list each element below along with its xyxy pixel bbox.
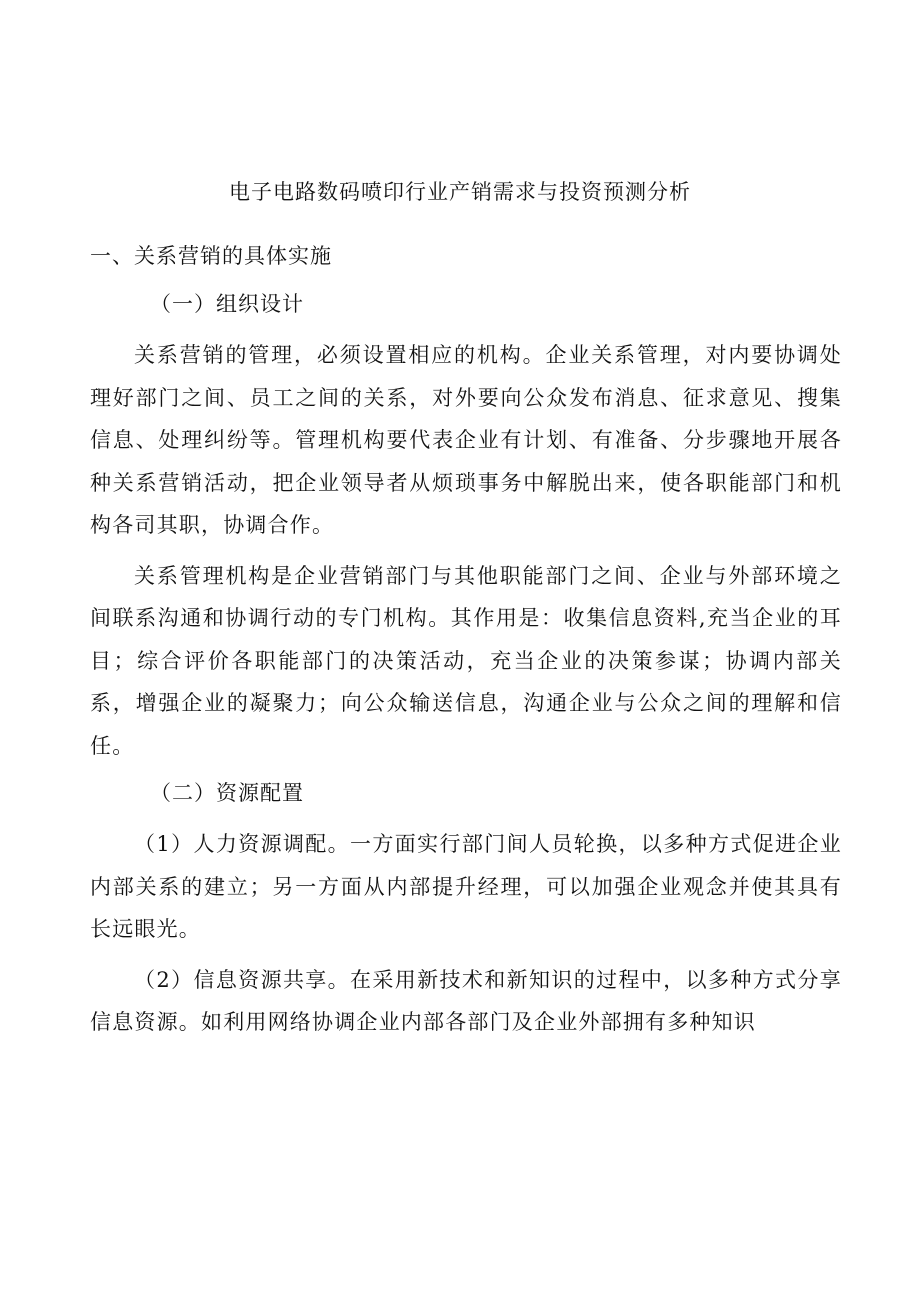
document-title: 电子电路数码喷印行业产销需求与投资预测分析 bbox=[229, 180, 691, 204]
paragraph: （1）人力资源调配。一方面实行部门间人员轮换，以多种方式促进企业内部关系的建立；另一方面从内部提升经理，可以加强企业观念并使其具有长远眼光。 bbox=[90, 832, 842, 941]
section-heading: 一、关系营销的具体实施 bbox=[90, 244, 332, 268]
subsection-heading: （一）组织设计 bbox=[150, 292, 304, 316]
paragraph: 关系营销的管理，必须设置相应的机构。企业关系管理，对内要协调处理好部门之间、员工之间的关系，对外要向公众发布消息、征求意见、搜集信息、处理纠纷等。管理机构要代表企业有计划、有准备、分步骤地开展各种关系营销活动，把企业领导者从烦琐事务中解脱出来，使各职能部门和机构各司其职，协调合作。 bbox=[90, 343, 842, 537]
paragraph: 关系管理机构是企业营销部门与其他职能部门之间、企业与外部环境之间联系沟通和协调行动的专门机构。其作用是：收集信息资料,充当企业的耳目；综合评价各职能部门的决策活动，充当企业的决策参谋；协调内部关系，增强企业的凝聚力；向公众输送信息，沟通企业与公众之间的理解和信任。 bbox=[90, 563, 842, 758]
document-body bbox=[90, 238, 842, 1052]
subsection-heading: （二）资源配置 bbox=[150, 781, 304, 805]
paragraph: （2）信息资源共享。在采用新技术和新知识的过程中，以多种方式分享信息资源。如利用网络协调企业内部各部门及企业外部拥有多种知识 bbox=[90, 967, 842, 1034]
